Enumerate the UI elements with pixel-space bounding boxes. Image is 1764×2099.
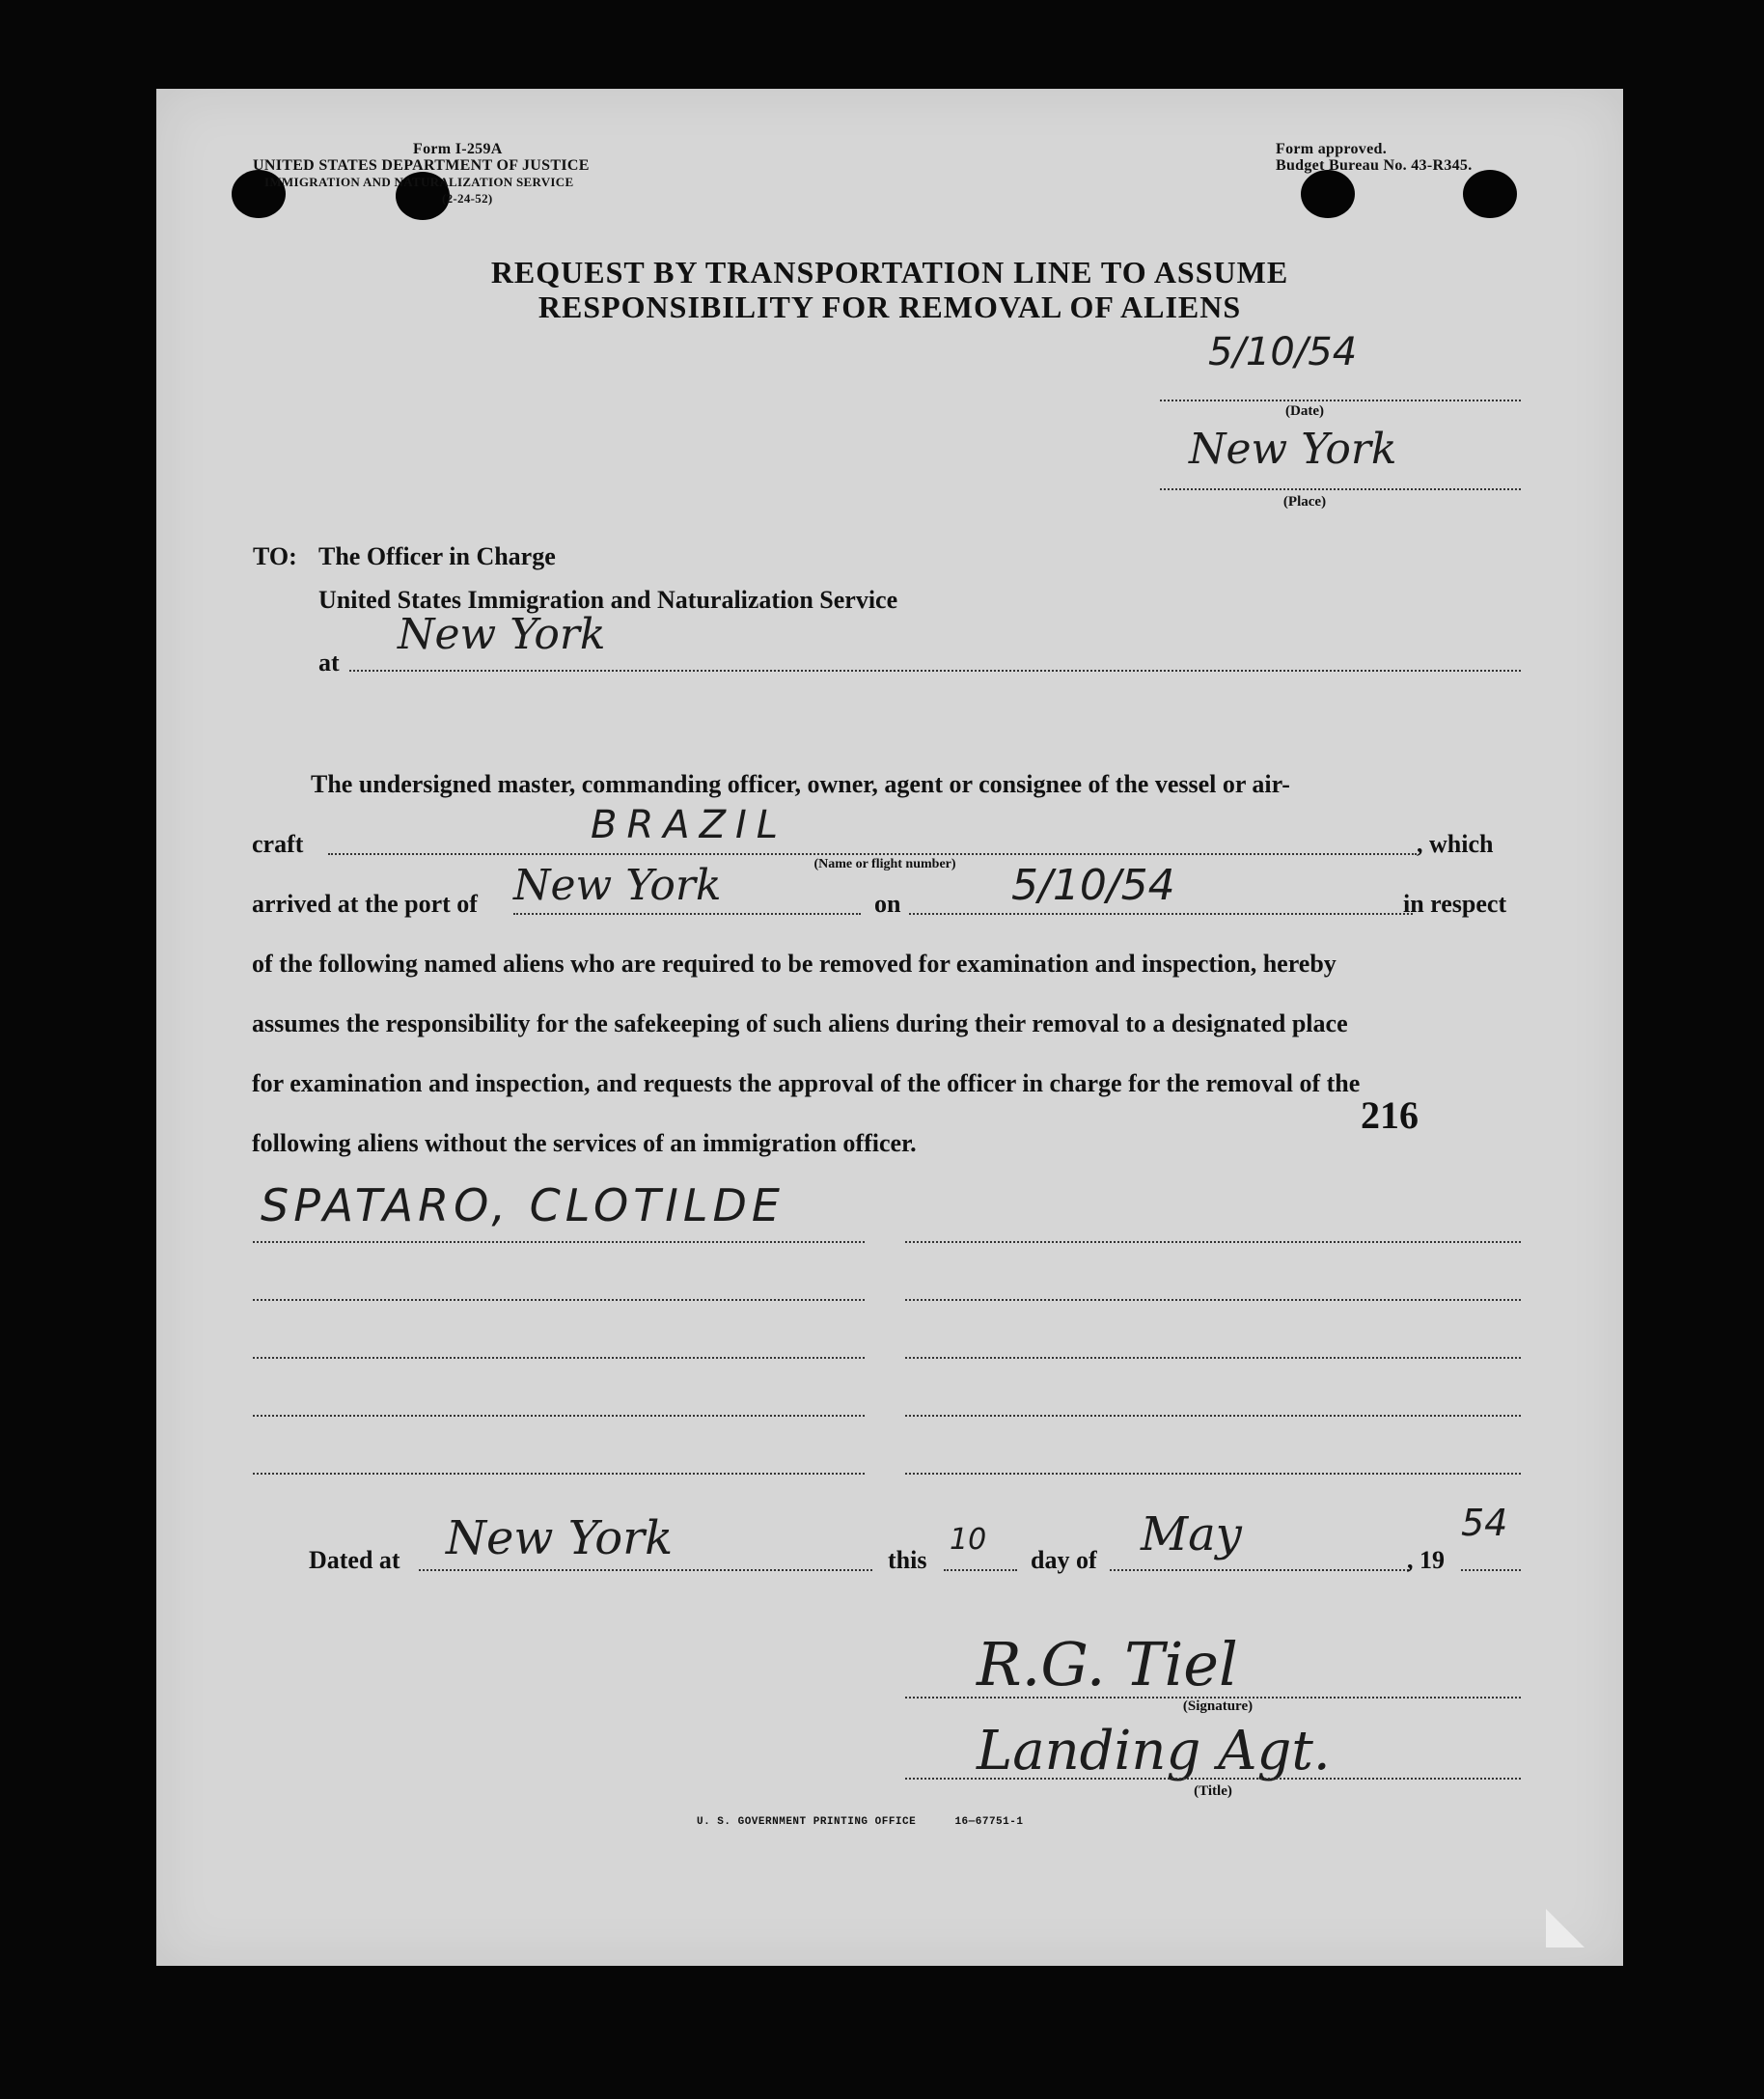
alien-line-5a	[253, 1473, 865, 1475]
to-label: TO:	[253, 542, 297, 570]
dated-place-value: New York	[446, 1511, 674, 1565]
approval-line-1: Form approved.	[1276, 141, 1388, 157]
approval-line-2: Budget Bureau No. 43-R345.	[1276, 157, 1473, 174]
port-line	[513, 913, 861, 915]
craft-label: craft	[252, 830, 304, 858]
stamp-number: 216	[1361, 1093, 1419, 1137]
month-value: May	[1141, 1507, 1242, 1561]
alien-line-2a	[253, 1299, 865, 1301]
alien-line-5b	[905, 1473, 1521, 1475]
dated-at-label: Dated at	[309, 1546, 400, 1574]
service-line: IMMIGRATION AND NATURALIZATION SERVICE	[264, 175, 574, 189]
dated-place-line	[419, 1569, 872, 1571]
printer-code: 16—67751-1	[954, 1816, 1024, 1828]
alien-line-3b	[905, 1357, 1521, 1359]
printer-name: U. S. GOVERNMENT PRINTING OFFICE	[697, 1816, 917, 1828]
at-line	[349, 670, 1521, 672]
place-line	[1160, 488, 1521, 490]
title-caption: (Title)	[1194, 1783, 1232, 1799]
title-value: Landing Agt.	[977, 1720, 1331, 1782]
at-label: at	[318, 649, 340, 677]
date-caption: (Date)	[1285, 403, 1324, 419]
title-line-1: REQUEST BY TRANSPORTATION LINE TO ASSUME	[490, 255, 1289, 290]
name-caption: (Name or flight number)	[813, 857, 956, 871]
place-caption: (Place)	[1282, 494, 1327, 510]
form-header-right	[1276, 141, 1473, 174]
title-line	[905, 1778, 1521, 1780]
respect-label: in respect	[1403, 890, 1507, 918]
arrival-date-line	[909, 913, 1413, 915]
craft-value: BRAZIL	[591, 803, 788, 847]
date-line	[1160, 400, 1521, 401]
form-number: Form I-259A	[413, 141, 503, 157]
service-name: United States Immigration and Naturalization Service	[318, 586, 898, 614]
year-prefix: , 19	[1407, 1546, 1445, 1574]
month-line	[1110, 1569, 1409, 1571]
at-value: New York	[398, 610, 606, 659]
day-value: 10	[950, 1523, 987, 1557]
officer-in-charge: The Officer in Charge	[318, 542, 556, 570]
alien-line-4a	[253, 1415, 865, 1417]
revision-date: (2-24-52)	[442, 191, 493, 206]
alien-line-4b	[905, 1415, 1521, 1417]
this-label: this	[888, 1546, 927, 1574]
department-line: UNITED STATES DEPARTMENT OF JUSTICE	[253, 157, 590, 174]
place-value: New York	[1189, 425, 1397, 474]
statement-line-6: for examination and inspection, and requests the approval of the officer in charge for the removal of the	[252, 1069, 1361, 1097]
folded-corner	[1546, 1909, 1585, 1947]
punch-hole-3	[1301, 170, 1355, 218]
alien-line-1b	[905, 1241, 1521, 1243]
alien-line-1a	[253, 1241, 865, 1243]
statement-line-4: of the following named aliens who are required to be removed for examination and inspection, hereby	[252, 950, 1337, 978]
form-page	[156, 89, 1623, 1966]
day-line	[944, 1569, 1017, 1571]
which-label: , which	[1417, 830, 1494, 858]
craft-line	[328, 853, 1417, 855]
on-label: on	[874, 890, 901, 918]
signature-value: R.G. Tiel	[977, 1629, 1238, 1699]
statement-line-5: assumes the responsibility for the safekeeping of such aliens during their removal to a designated place	[252, 1009, 1348, 1037]
alien-line-2b	[905, 1299, 1521, 1301]
alien-line-3a	[253, 1357, 865, 1359]
form-title	[349, 255, 1430, 324]
day-of-label: day of	[1031, 1546, 1097, 1574]
year-value: 54	[1461, 1502, 1508, 1544]
statement-line-1: The undersigned master, commanding officer, owner, agent or consignee of the vessel or air-	[311, 770, 1290, 798]
date-value: 5/10/54	[1208, 330, 1358, 374]
statement-line-7: following aliens without the services of an immigration officer.	[252, 1129, 917, 1157]
title-line-2: RESPONSIBILITY FOR REMOVAL OF ALIENS	[537, 290, 1242, 324]
year-line	[1461, 1569, 1521, 1571]
form-header-left	[253, 141, 590, 207]
arrived-label: arrived at the port of	[252, 890, 478, 918]
port-value: New York	[513, 861, 722, 910]
arrival-date: 5/10/54	[1011, 861, 1175, 910]
alien-name-1: SPATARO, CLOTILDE	[261, 1179, 785, 1231]
printer-imprint	[697, 1816, 1023, 1828]
punch-hole-4	[1463, 170, 1517, 218]
signature-caption: (Signature)	[1182, 1699, 1254, 1714]
